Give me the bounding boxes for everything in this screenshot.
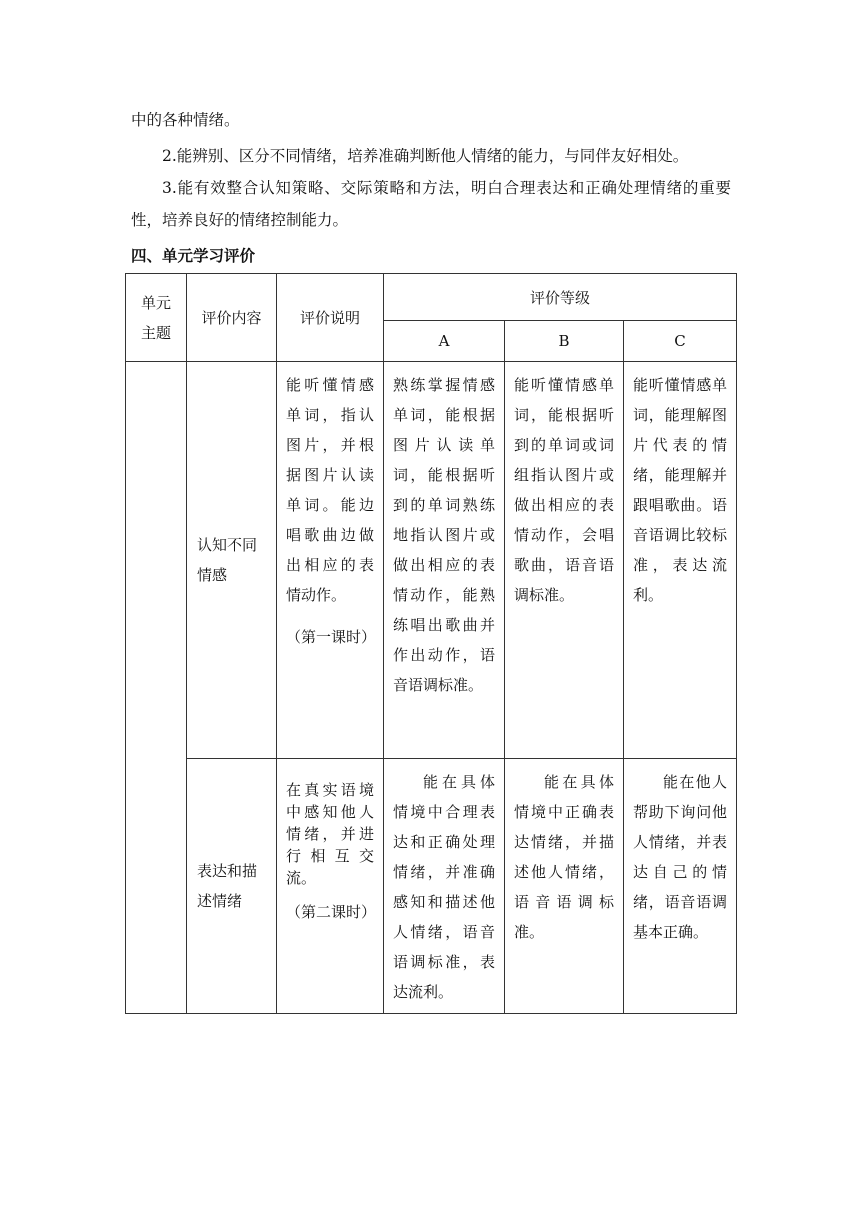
header-grade-b: B xyxy=(505,321,624,362)
grade-b-cell: 能在具体情境中正确表达情绪，并描述他人情绪，语音语调标准。 xyxy=(505,759,624,1014)
lesson-label: （第一课时） xyxy=(286,628,377,646)
header-grade-c: C xyxy=(624,321,737,362)
lesson-label: （第二课时） xyxy=(286,903,377,921)
description-text: 在真实语境中感知他人情绪，并进行相互交流。 xyxy=(286,781,374,887)
table-row xyxy=(126,759,737,1014)
unit-theme-cell xyxy=(126,362,187,1014)
grade-a-cell: 能在具体情境中合理表达和正确处理情绪，并准确感知和描述他人情绪，语音语调标准，表达流利。 xyxy=(384,759,505,1014)
header-unit-theme xyxy=(126,274,187,362)
section-heading: 四、单元学习评价 xyxy=(131,247,256,265)
paragraph-objective-2: 2.能辨别、区分不同情绪，培养准确判断他人情绪的能力，与同伴友好相处。 xyxy=(162,147,689,165)
evaluation-table xyxy=(125,273,737,1014)
content-cell: 认知不同情感 xyxy=(187,362,277,759)
paragraph-objective-3: 3.能有效整合认知策略、交际策略和方法，明白合理表达和正确处理情绪的重要性，培养良好的情绪控制能力。 xyxy=(131,179,731,229)
description-cell xyxy=(277,759,384,1014)
description-text: 能听懂情感单词，指认图片，并根据图片认读单词。能边唱歌曲边做出相应的表情动作。 xyxy=(286,376,374,604)
table-header-row xyxy=(126,274,737,321)
header-unit-theme-label: 单元主题 xyxy=(140,293,171,342)
header-description: 评价说明 xyxy=(277,274,384,362)
table-row xyxy=(126,362,737,759)
description-cell xyxy=(277,362,384,759)
grade-c-cell: 能听懂情感单词，能理解图片代表的情绪，能理解并跟唱歌曲。语音语调比较标准，表达流利。 xyxy=(624,362,737,759)
grade-b-cell: 能听懂情感单词，能根据听到的单词或词组指认图片或做出相应的表情动作，会唱歌曲，语音语调标准。 xyxy=(505,362,624,759)
header-grade: 评价等级 xyxy=(384,274,737,321)
header-content: 评价内容 xyxy=(187,274,277,362)
grade-a-cell: 熟练掌握情感单词，能根据图片认读单词，能根据听到的单词熟练地指认图片或做出相应的表情动作，能熟练唱出歌曲并作出动作，语音语调标准。 xyxy=(384,362,505,759)
paragraph-continuation: 中的各种情绪。 xyxy=(131,111,240,129)
header-grade-a: A xyxy=(384,321,505,362)
grade-c-cell: 能在他人帮助下询问他人情绪，并表达自己的情绪，语音语调基本正确。 xyxy=(624,759,737,1014)
content-cell: 表达和描述情绪 xyxy=(187,759,277,1014)
